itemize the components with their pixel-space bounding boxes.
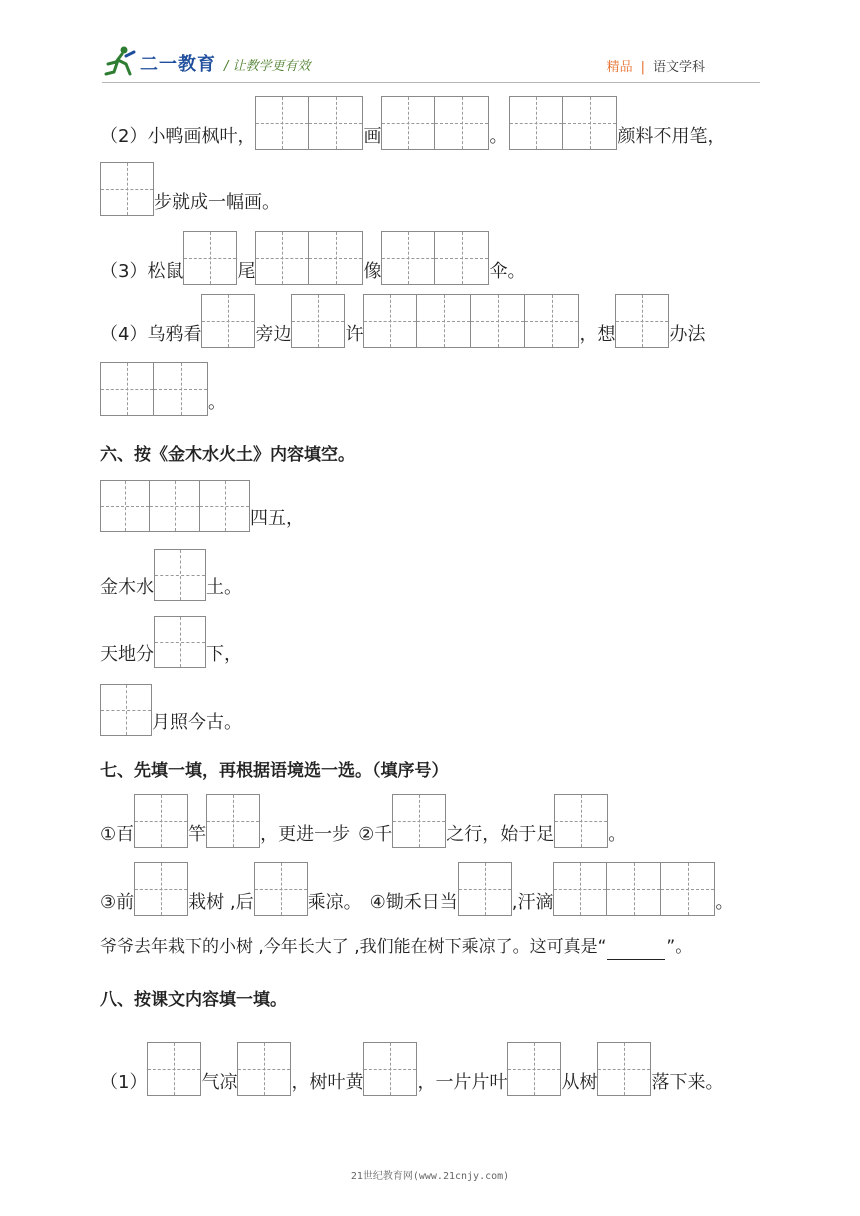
text: 四五，: [250, 508, 304, 529]
sec6-line-2: [100, 549, 242, 601]
text: ②千: [358, 824, 393, 845]
answer-box[interactable]: [254, 862, 308, 916]
answer-box[interactable]: [597, 1042, 651, 1096]
text: 步就成一幅画。: [154, 192, 280, 213]
text: ①百: [100, 824, 135, 845]
text: 像: [363, 261, 382, 282]
text: ③前: [100, 892, 135, 913]
answer-box[interactable]: [554, 794, 608, 848]
text: 。: [715, 892, 734, 913]
text: ，一片片叶: [417, 1072, 508, 1093]
answer-box[interactable]: [183, 231, 237, 285]
subject-label: 语文学科: [652, 60, 705, 75]
q5-line-4-cont: [100, 362, 226, 416]
text: 伞。: [489, 261, 526, 282]
text: 乘凉。: [307, 892, 362, 913]
answer-box-group[interactable]: [255, 96, 363, 150]
answer-box[interactable]: [134, 862, 188, 916]
answer-box[interactable]: [435, 96, 489, 150]
text: 画: [363, 126, 382, 147]
text: 气凉: [201, 1072, 238, 1093]
answer-box[interactable]: [309, 231, 363, 285]
text: （3）松鼠: [100, 261, 184, 282]
answer-box[interactable]: [417, 294, 471, 348]
header-right: [607, 56, 705, 75]
sec8-line-1: [100, 1042, 723, 1096]
answer-box[interactable]: [134, 794, 188, 848]
answer-box[interactable]: [206, 794, 260, 848]
text: ”。: [666, 937, 693, 957]
answer-box[interactable]: [255, 96, 309, 150]
answer-box[interactable]: [471, 294, 525, 348]
text: （4）乌鸦看: [100, 324, 202, 345]
text: ,汗滴: [511, 892, 554, 913]
answer-box[interactable]: [525, 294, 579, 348]
answer-box[interactable]: [100, 362, 154, 416]
text: 月照今古。: [152, 712, 242, 733]
answer-box[interactable]: [363, 294, 417, 348]
text: 旁边: [255, 324, 292, 345]
q5-line-2-cont: [100, 162, 280, 216]
answer-box-group[interactable]: [381, 96, 489, 150]
answer-box-group[interactable]: [553, 862, 715, 916]
sec7-line-2: [100, 862, 733, 916]
answer-box-group[interactable]: [381, 231, 489, 285]
text: ，更进一步: [260, 824, 351, 845]
answer-box[interactable]: [563, 96, 617, 150]
answer-box-group[interactable]: [100, 480, 250, 532]
answer-box[interactable]: [154, 362, 208, 416]
text: 落下来。: [651, 1072, 724, 1093]
section-6-title: 六、按《金木水火土》内容填空。: [100, 445, 355, 465]
section-8-title: 八、按课文内容填一填。: [100, 990, 287, 1010]
answer-box[interactable]: [553, 862, 607, 916]
answer-box[interactable]: [100, 480, 150, 532]
text: 。: [208, 392, 226, 413]
answer-box[interactable]: [435, 231, 489, 285]
answer-box[interactable]: [154, 616, 206, 668]
text: ④锄禾日当: [369, 892, 458, 913]
text: 土。: [206, 577, 242, 598]
header-separator: |: [640, 60, 645, 75]
text: 颜料不用笔，: [617, 126, 726, 147]
text: 尾: [237, 261, 256, 282]
answer-box[interactable]: [100, 162, 154, 216]
sec7-line-3: [100, 936, 692, 960]
sec7-line-1: [100, 794, 626, 848]
runner-logo-icon: [104, 44, 138, 78]
quality-label: 精品: [606, 60, 633, 75]
text: ，想: [579, 324, 616, 345]
answer-box[interactable]: [392, 794, 446, 848]
answer-box-group[interactable]: [100, 362, 208, 416]
text: 竿: [188, 824, 207, 845]
text: 下，: [206, 644, 242, 665]
answer-box-group[interactable]: [363, 294, 579, 348]
text: 。: [489, 126, 508, 147]
text: 天地分: [100, 644, 154, 665]
text: 从树: [561, 1072, 598, 1093]
text: （2）小鸭画枫叶，: [100, 126, 256, 147]
answer-box[interactable]: [237, 1042, 291, 1096]
text: 。: [608, 824, 627, 845]
answer-box[interactable]: [381, 231, 435, 285]
q5-line-4: [100, 294, 705, 348]
page-footer: 21世纪教育网(www.21cnjy.com): [350, 1171, 510, 1182]
slogan: / 让教学更有效: [224, 59, 311, 74]
q5-line-3: [100, 231, 525, 285]
q5-line-2: [100, 96, 725, 150]
text: 许: [345, 324, 364, 345]
answer-box[interactable]: [147, 1042, 201, 1096]
answer-box[interactable]: [255, 231, 309, 285]
answer-box[interactable]: [661, 862, 715, 916]
answer-box[interactable]: [381, 96, 435, 150]
answer-box[interactable]: [150, 480, 200, 532]
answer-box-group[interactable]: [509, 96, 617, 150]
answer-box[interactable]: [154, 549, 206, 601]
text: 栽树 ,后: [188, 892, 254, 913]
answer-box[interactable]: [607, 862, 661, 916]
page-header: [0, 0, 860, 90]
answer-box[interactable]: [458, 862, 512, 916]
sec6-line-3: [100, 616, 242, 668]
answer-box[interactable]: [363, 1042, 417, 1096]
text: 办法: [669, 324, 706, 345]
logo-text: 二一教育: [140, 54, 216, 75]
answer-box[interactable]: [200, 480, 250, 532]
answer-box[interactable]: [100, 684, 152, 736]
text: （1）: [100, 1072, 148, 1093]
answer-blank[interactable]: [607, 941, 665, 960]
answer-box-group[interactable]: [255, 231, 363, 285]
header-divider: [102, 82, 760, 83]
sec6-line-4: [100, 684, 242, 736]
answer-box[interactable]: [615, 294, 669, 348]
text: 之行，始于足: [446, 824, 555, 845]
sec6-line-1: [100, 480, 304, 532]
text: ，树叶黄: [291, 1072, 364, 1093]
text: 爷爷去年栽下的小树 ,今年长大了 ,我们能在树下乘凉了。这可真是“: [100, 937, 607, 957]
answer-box[interactable]: [291, 294, 345, 348]
answer-box[interactable]: [507, 1042, 561, 1096]
text: 金木水: [100, 577, 154, 598]
answer-box[interactable]: [201, 294, 255, 348]
section-7-title: 七、先填一填，再根据语境选一选。（填序号）: [100, 761, 449, 781]
answer-box[interactable]: [509, 96, 563, 150]
answer-box[interactable]: [309, 96, 363, 150]
